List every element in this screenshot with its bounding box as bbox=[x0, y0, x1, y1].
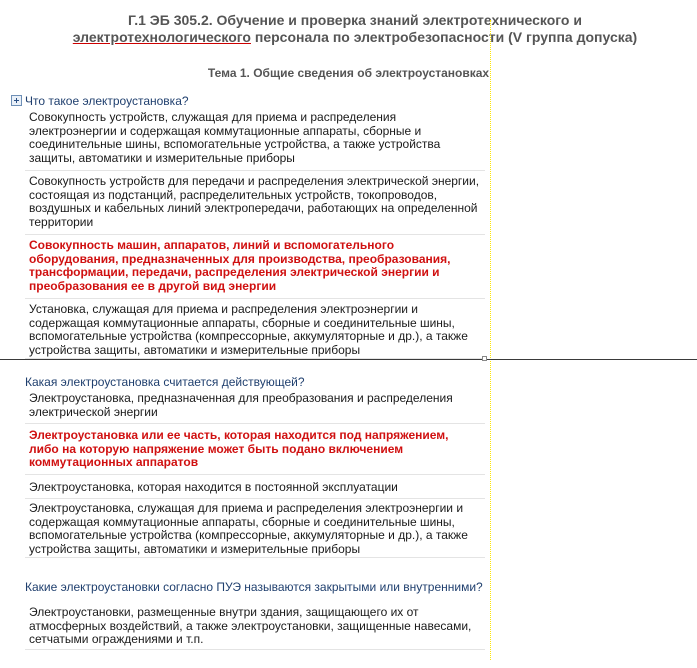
question-2: Какая электроустановка считается действующей? bbox=[25, 375, 305, 389]
answer-option[interactable]: Электроустановка, служащая для приема и распределения электроэнергии и содержащая коммутационные аппараты, сборные и соединительные шины, вспомогательные устройства (компрессорные, аккумуляторные и др.), а также устройства защиты, автоматики и измерительные приборы bbox=[25, 500, 485, 558]
resize-handle[interactable] bbox=[482, 356, 487, 361]
question-3: Какие электроустановки согласно ПУЭ называются закрытыми или внутренними? bbox=[25, 580, 483, 594]
title-underlined-word: электротехнологического bbox=[72, 29, 251, 45]
expand-plus-icon[interactable] bbox=[11, 95, 22, 106]
title-line-2 bbox=[40, 29, 670, 46]
answer-option-correct[interactable]: Совокупность машин, аппаратов, линий и вспомогательного оборудования, предназначенных для производства, преобразования, трансформации, передачи, распределения электрической энергии и преобразования ее в другой вид энергии bbox=[25, 237, 485, 299]
margin-guide bbox=[490, 20, 491, 660]
question-1: Что такое электроустановка? bbox=[25, 94, 189, 108]
title-line-2-rest: персонала по электробезопасности (V группа допуска) bbox=[250, 29, 638, 45]
answer-option[interactable]: Электроустановки, размещенные внутри здания, защищающего их от атмосферных воздействий, а также электроустановки, защищенные навесами, сетчатыми ограждениями и т.п. bbox=[25, 604, 485, 650]
title-line-1: Г.1 ЭБ 305.2. Обучение и проверка знаний электротехнического и bbox=[128, 12, 582, 28]
answer-option[interactable]: Установка, служащая для приема и распределения электроэнергии и содержащая коммутационные аппараты, сборные и соединительные шины, вспомогательные устройства (компрессорные, аккумуляторные и др.), а также устройства защиты, автоматики и измерительные приборы bbox=[25, 301, 485, 359]
document-title bbox=[40, 12, 670, 46]
topic-heading: Тема 1. Общие сведения об электроустановках bbox=[207, 66, 490, 80]
answer-option[interactable]: Совокупность устройств для передачи и распределения электрической энергии, состоящая из подстанций, распределительных устройств, токопроводов, воздушных и кабельных линий электропередачи, работающих на определенной территории bbox=[25, 173, 485, 235]
answer-option-correct[interactable]: Электроустановка или ее часть, которая находится под напряжением, либо на которую напряжение может быть подано включением коммутационных аппаратов bbox=[25, 427, 485, 475]
answer-option[interactable]: Электроустановка, предназначенная для преобразования и распределения электрической энергии bbox=[25, 390, 485, 424]
answer-option[interactable]: Электроустановка, которая находится в постоянной эксплуатации bbox=[25, 479, 485, 499]
answer-option[interactable]: Совокупность устройств, служащая для приема и распределения электроэнергии и содержащая коммутационные аппараты, сборные и соединительные шины, вспомогательные устройства, а также устройства защиты, автоматики и измерительные приборы bbox=[25, 109, 485, 171]
table-divider-line bbox=[0, 359, 697, 360]
